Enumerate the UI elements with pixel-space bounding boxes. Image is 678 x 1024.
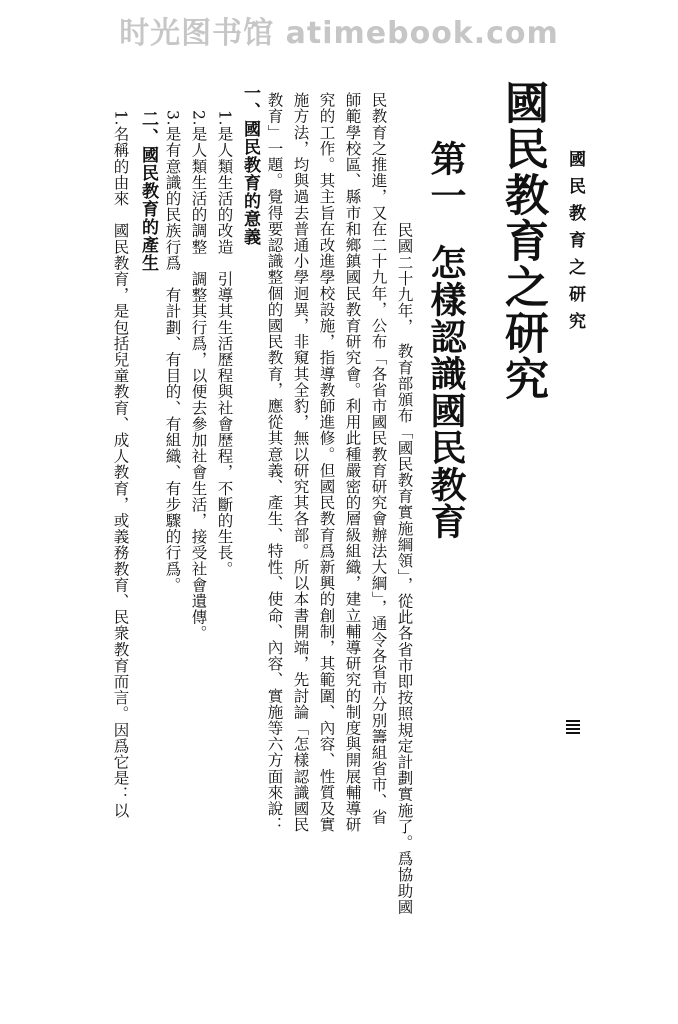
chapter-name: 怎樣認識國民教育	[425, 244, 467, 540]
running-head: 國民教育之研究	[565, 150, 585, 339]
ornament-mark	[566, 718, 580, 734]
body-paragraph-line: 施方法，均與過去普通小學迥異，非窺其全豹，無以研究其各部。所以本書開端，先討論「怎樣認識國民	[291, 92, 310, 833]
body-paragraph-line: 民國二十九年， 教育部頒布「國民教育實施綱領」，從此各省市即按照規定計劃實施了。爲協助國	[395, 222, 414, 915]
chapter-title	[425, 140, 467, 540]
list-item: 1.是人類生活的改造 引導其生活歷程與社會歷程，不斷的生長。	[215, 110, 234, 577]
list-item: 1.名稱的由來 國民教育，是包括兒童教育、成人教育，或義務教育、民衆教育而言。因爲它是：以	[111, 110, 130, 819]
list-item: 2.是人類生活的調整 調整其行爲，以便去參加社會生活，接受社會遺傳。	[189, 110, 208, 642]
book-title: 國民教育之研究	[497, 80, 548, 402]
body-paragraph-line: 師範學校區、縣市和鄉鎮國民教育研究會。利用此種嚴密的層級組織，建立輔導研究的制度與開展輔導研	[343, 92, 362, 833]
section-heading-origin: 二、國民教育的產生	[138, 110, 158, 272]
list-item: 3.是有意識的民族行爲 有計劃、有目的、有組織、有步驟的行爲。	[163, 110, 182, 593]
section-heading-meaning: 一、國民教育的意義	[240, 84, 260, 246]
chapter-number: 第一	[425, 140, 467, 214]
body-paragraph-line: 究的工作。其主旨在改進學校設施，指導教師進修。但國民教育爲新興的創制，其範圍、內容、性質及實	[317, 92, 336, 833]
body-paragraph-line: 教育」一題。覺得要認識整個的國民教育，應從其意義、產生、特性、使命、內容、實施等六方面來說：	[265, 92, 284, 833]
body-paragraph-line: 民教育之推進，又在二十九年，公布「各省市國民教育研究會辦法大綱」，通令各省市分別籌組省市、省	[369, 92, 388, 825]
watermark: 时光图书馆 atimebook.com	[119, 16, 559, 51]
